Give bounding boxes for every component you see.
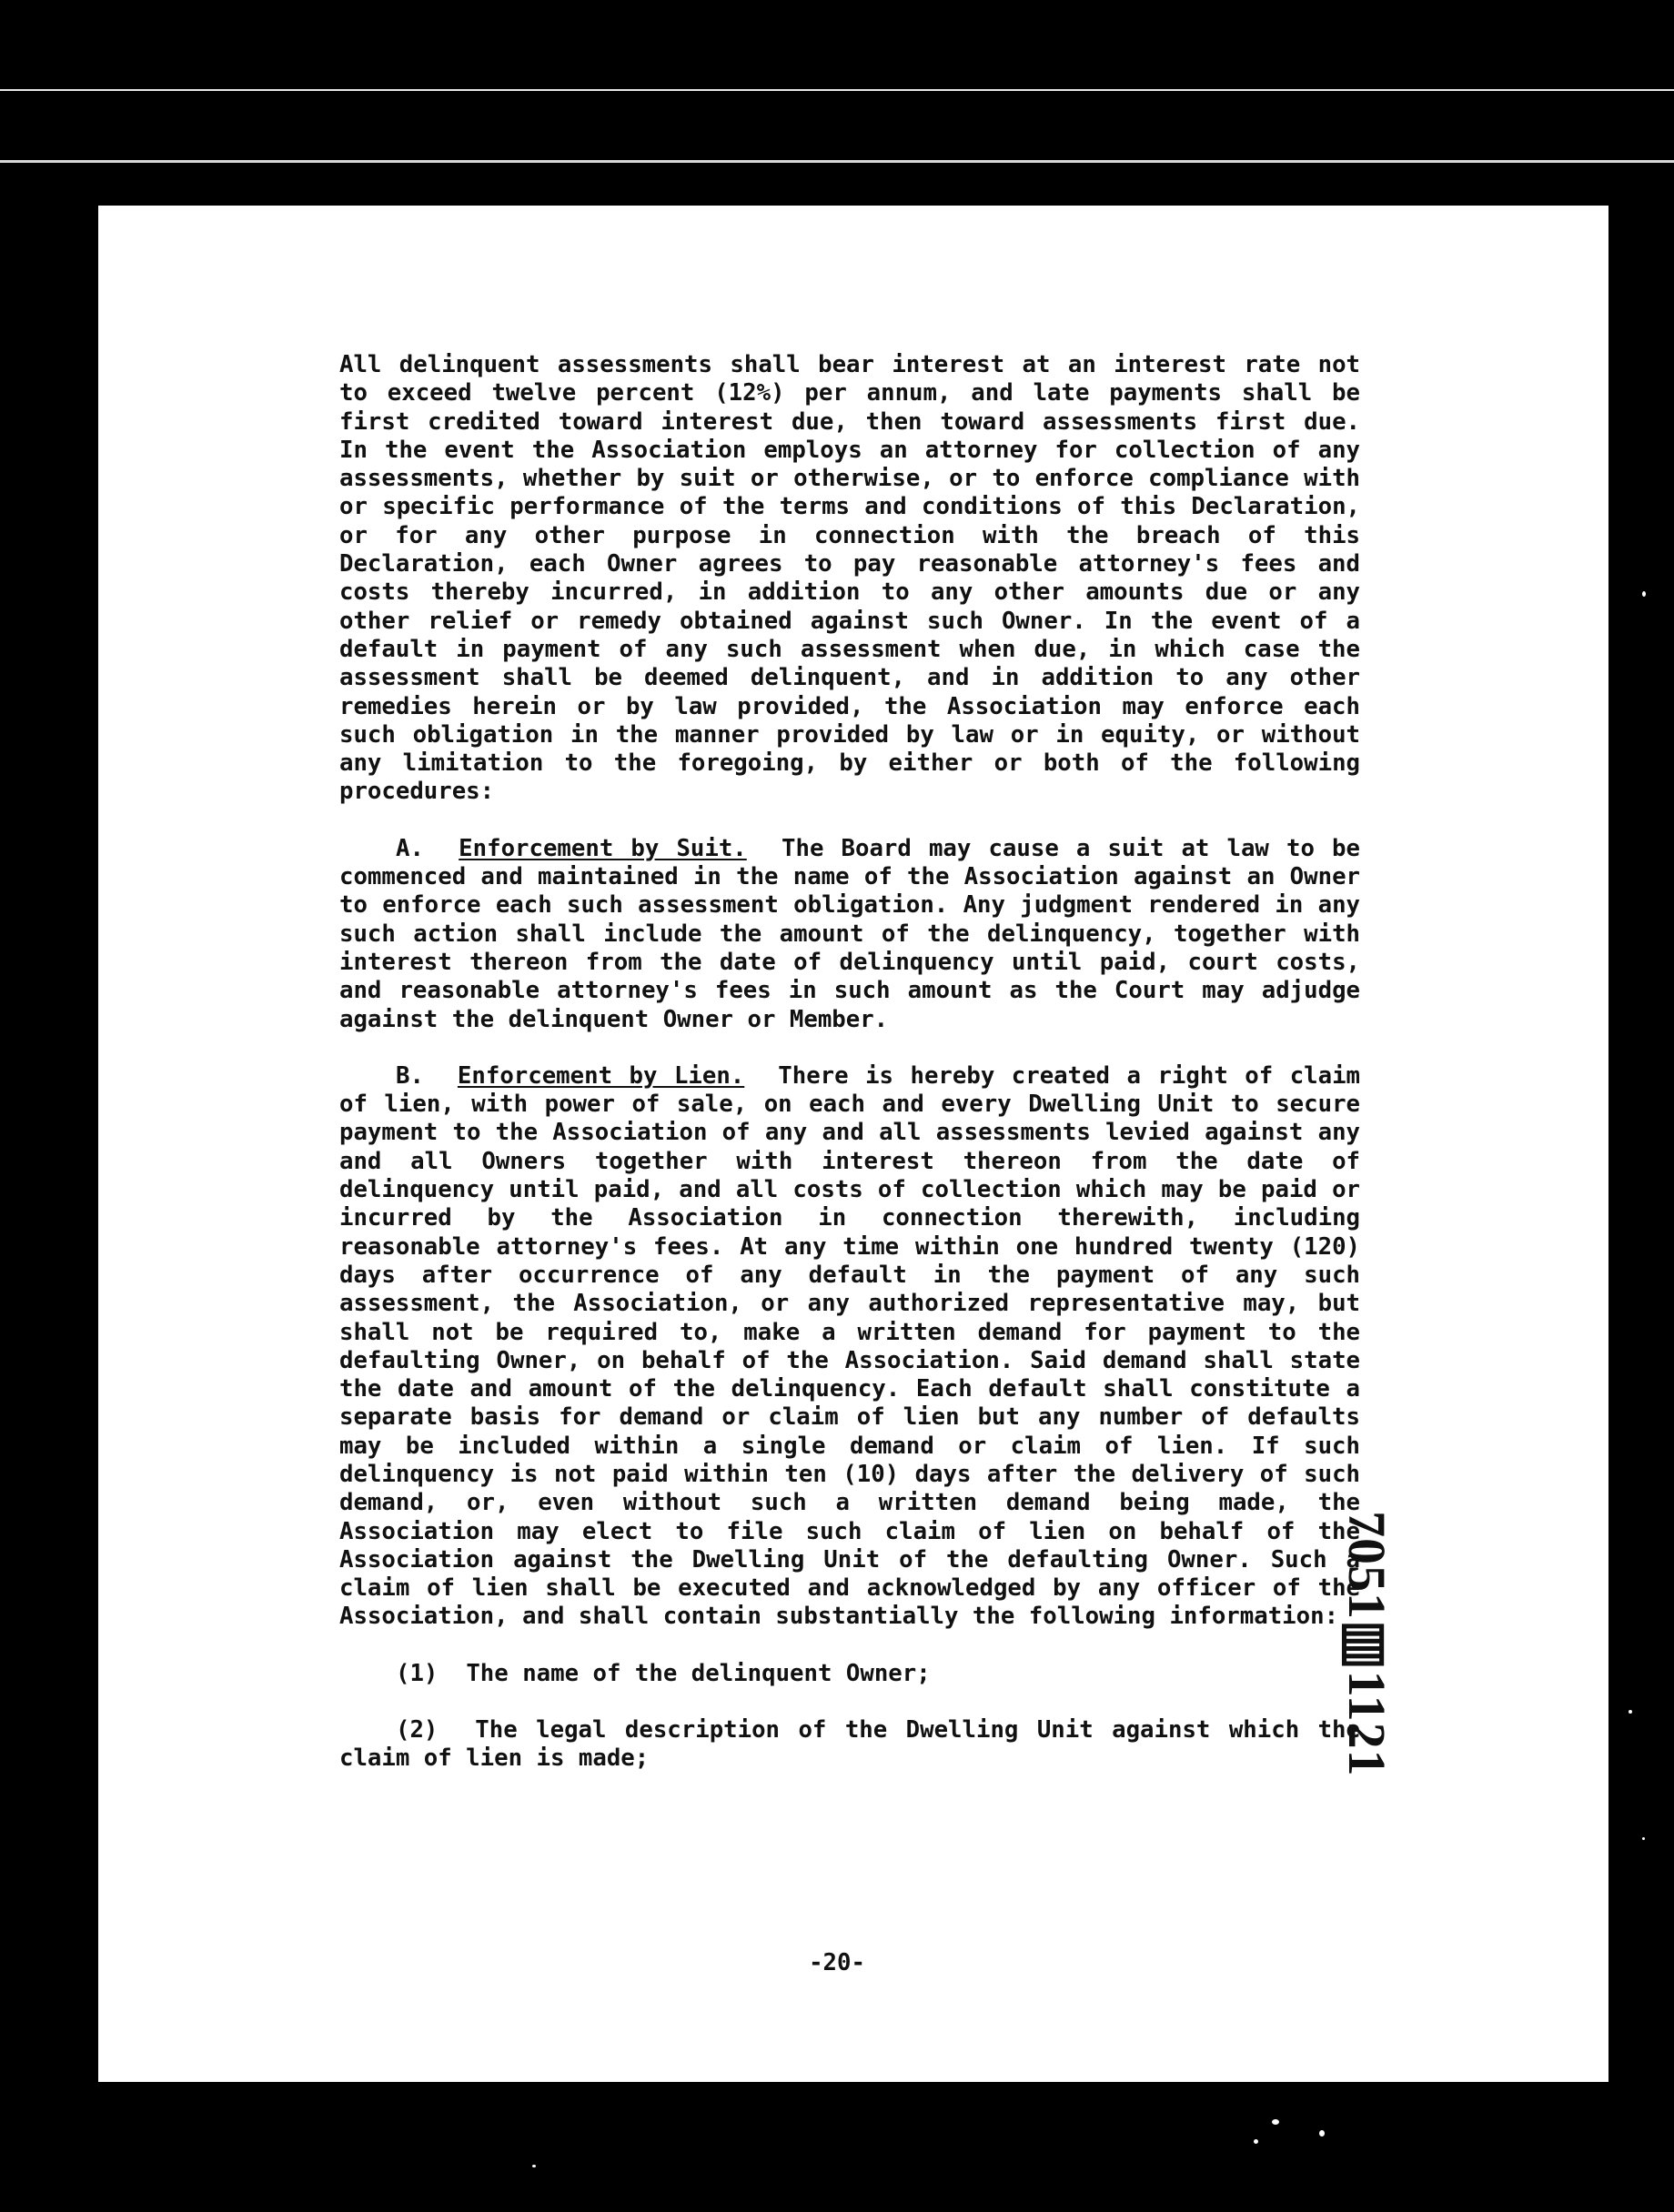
scan-noise-speck [532,2165,536,2167]
section-a-heading: Enforcement by Suit. [459,834,747,862]
section-b-marker: B. [396,1061,424,1090]
section-a-marker: A. [396,834,424,862]
scan-noise-speck [1642,591,1646,597]
scan-edge-line-top [0,89,1674,91]
scan-noise-speck [1272,2119,1279,2125]
item-2-text: The legal description of the Dwelling Unit against which the claim of lien is made; [339,1716,1360,1773]
margin-stamp: 7051▥1121 [1337,1511,1397,1777]
list-item [339,1660,1360,1688]
section-b-heading: Enforcement by Lien. [457,1061,745,1090]
section-a-text: The Board may cause a suit at law to be commenced and maintained in the name of the Association against an Owner to enforce each such assessment obligation. Any judgment rendered in any such action shall include the amount of the delinquency, together with interest thereon from the date of delinquency until paid, court costs, and reasonable attorney's fees in such amount as the Court may adjudge against the delinquent Owner or Member. [339,834,1360,1033]
document-body [339,351,1360,1802]
item-1-text: The name of the delinquent Owner; [466,1659,931,1687]
list-item [339,1716,1360,1774]
scan-noise-speck [1319,2130,1325,2137]
intro-paragraph: All delinquent assessments shall bear interest at an interest rate not to exceed twelve percent (12%) per annum, and late payments shall be first credited toward interest due, then toward assessments first due. In the event the Association employs an attorney for collection of any assessments, whether by suit or otherwise, or to enforce compliance with or specific performance of the terms and conditions of this Declaration, or for any other purpose in connection with the breach of this Declaration, each Owner agrees to pay reasonable attorney's fees and costs thereby incurred, in addition to any other amounts due or any other relief or remedy obtained against such Owner. In the event of a default in payment of any such assessment when due, in which case the assessment shall be deemed delinquent, and in addition to any other remedies herein or by law provided, the Association may enforce each such obligation in the manner provided by law or in equity, or without any limitation to the foregoing, by either or both of the following procedures: [339,351,1360,806]
section-b-text: There is hereby created a right of claim of lien, with power of sale, on each and every Dwelling Unit to secure payment to the Association of any and all assessments levied against any and all Owners together with interest thereon from the date of delinquency until paid, and all costs of collection which may be paid or incurred by the Association in connection therewith, including reasonable attorney's fees. At any time within one hundred twenty (120) days after occurrence of any default in the payment of any such assessment, the Association, or any authorized representative may, but shall not be required to, make a written demand for payment to the defaulting Owner, on behalf of the Association. Said demand shall state the date and amount of the delinquency. Each default shall constitute a separate basis for demand or claim of lien but any number of defaults may be included within a single demand or claim of lien. If such delinquency is not paid within ten (10) days after the delivery of such demand, or, even without such a written demand being made, the Association may elect to file such claim of lien on behalf of the Association against the Dwelling Unit of the defaulting Owner. Such a claim of lien shall be executed and acknowledged by any officer of the Association, and shall contain substantially the following information: [339,1061,1361,1631]
scan-noise-speck [1642,1837,1645,1840]
scan-edge-line-upper [0,160,1674,163]
page-number: -20- [809,1949,865,1976]
section-a-paragraph [339,835,1360,1034]
section-b-paragraph [339,1062,1360,1632]
scan-noise-speck [1629,1710,1632,1714]
item-1-marker: (1) [396,1659,439,1687]
scan-noise-speck [1254,2139,1258,2144]
item-2-marker: (2) [396,1716,439,1744]
